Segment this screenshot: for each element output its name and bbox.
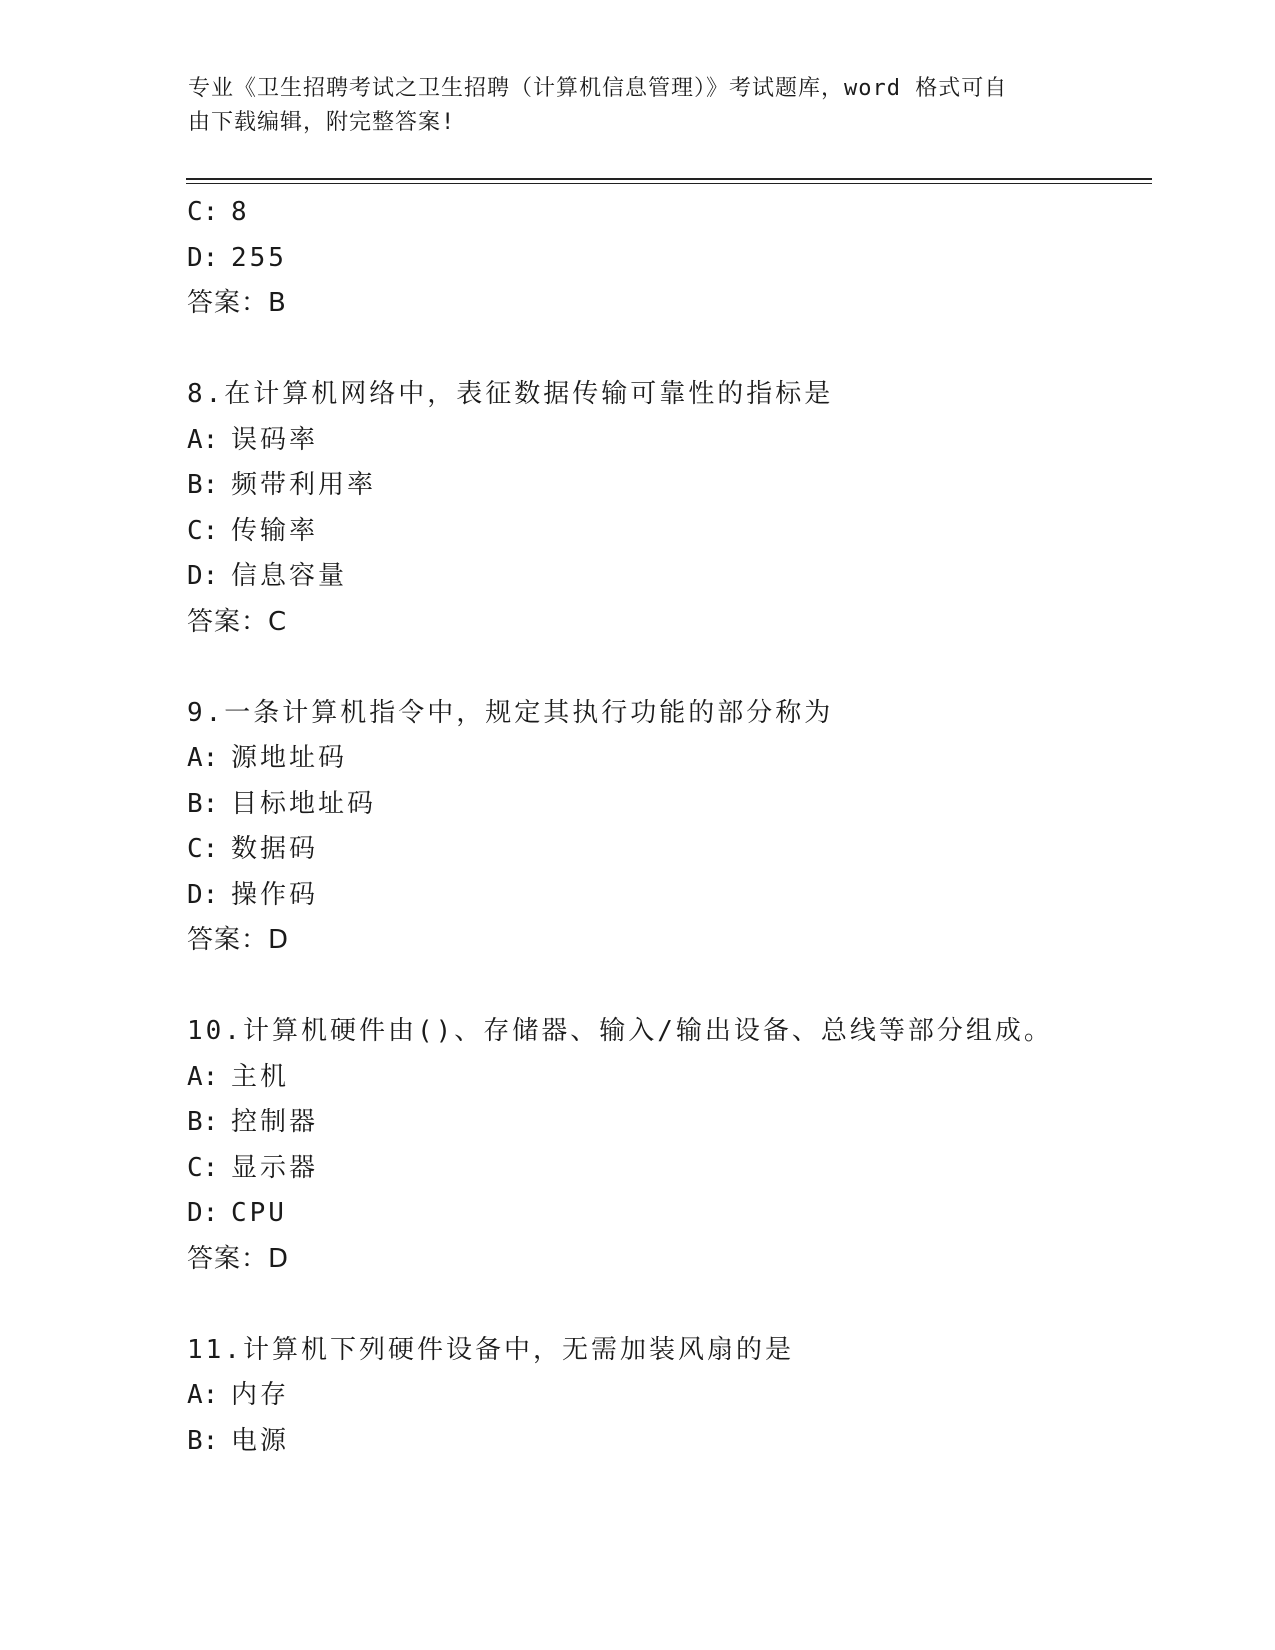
spacer [187,645,1147,691]
spacer [187,327,1147,373]
option-text: 传输率 [231,515,319,546]
option-text: 目标地址码 [231,788,377,819]
question-text: 11.计算机下列硬件设备中，无需加装风扇的是 [187,1334,794,1365]
option-a [187,1055,1147,1101]
option-label: A: [187,743,219,773]
option-a [187,418,1147,464]
option-label: C: [187,1152,219,1183]
option-b [187,782,1147,828]
option-c [187,827,1147,873]
option-text: 255 [231,242,287,273]
option-d [187,873,1147,919]
option-text: 8 [231,197,250,227]
question-9 [187,691,1147,964]
option-label: A: [187,1061,219,1092]
header-divider [186,178,1152,184]
option-a [187,1373,1147,1419]
option-text: 主机 [231,1061,290,1092]
option-c [187,509,1147,555]
option-label: B: [187,470,219,500]
option-text: 误码率 [231,424,319,455]
option-text: 操作码 [231,879,319,910]
option-label: D: [187,1198,219,1228]
option-label: D: [187,242,219,273]
header-line-2: 由下载编辑，附完整答案! [188,110,456,135]
option-label: B: [187,1425,219,1456]
option-b [187,1419,1147,1465]
option-label: B: [187,788,219,819]
option-label: C: [187,197,219,227]
option-text: CPU [231,1198,287,1228]
option-label: B: [187,1107,219,1137]
question-list [187,190,1147,1464]
option-text: 显示器 [231,1152,319,1183]
option-text: 内存 [231,1380,290,1410]
option-c [187,1146,1147,1192]
spacer [187,1282,1147,1328]
option-label: D: [187,561,219,591]
question-10 [187,1009,1147,1282]
question-7-tail [187,190,1147,327]
option-text: 频带利用率 [231,470,377,500]
option-label: A: [187,1380,219,1410]
option-c [187,190,1147,236]
option-d [187,1191,1147,1237]
option-d [187,236,1147,282]
question-8 [187,372,1147,645]
option-text: 源地址码 [231,743,348,773]
spacer [187,964,1147,1010]
option-text: 信息容量 [231,561,348,591]
question-text: 9.一条计算机指令中，规定其执行功能的部分称为 [187,697,834,728]
option-b [187,463,1147,509]
question-text: 8.在计算机网络中，表征数据传输可靠性的指标是 [187,379,834,409]
option-d [187,554,1147,600]
answer: 答案：D [187,1243,290,1274]
option-b [187,1100,1147,1146]
option-label: C: [187,515,219,546]
question-text: 10.计算机硬件由()、存储器、输入/输出设备、总线等部分组成。 [187,1016,1053,1046]
answer: 答案：D [187,925,290,955]
question-11 [187,1328,1147,1465]
answer: 答案：B [187,288,287,318]
option-label: C: [187,834,219,864]
header-line-1: 专业《卫生招聘考试之卫生招聘（计算机信息管理）》考试题库，word 格式可自 [188,76,1008,101]
option-text: 控制器 [231,1107,319,1137]
option-label: A: [187,424,219,455]
document-header [188,72,1068,140]
option-a [187,736,1147,782]
option-text: 电源 [231,1425,290,1456]
option-text: 数据码 [231,834,319,864]
option-label: D: [187,879,219,910]
answer: 答案：C [187,606,288,637]
